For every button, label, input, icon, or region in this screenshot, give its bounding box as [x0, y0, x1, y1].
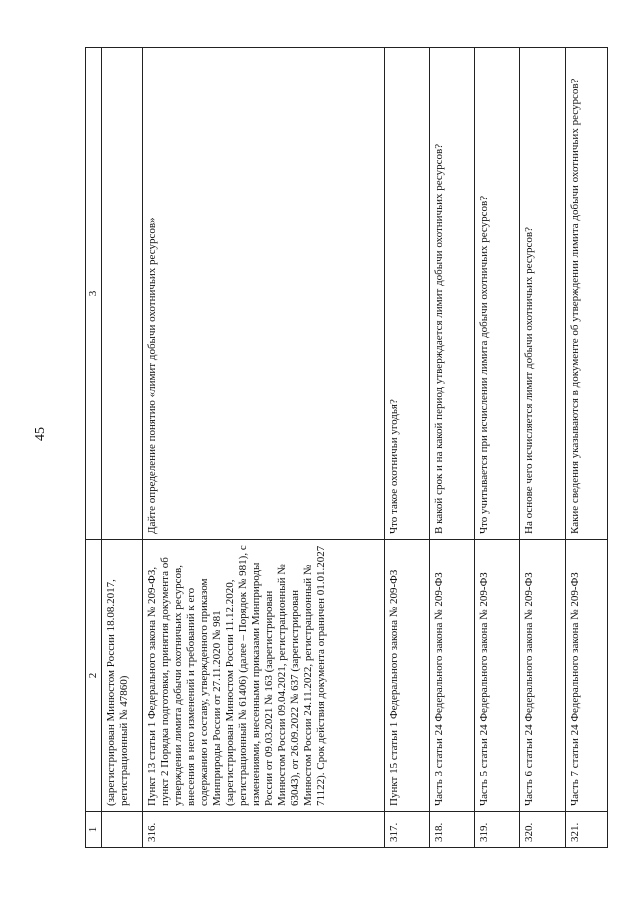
table-row — [520, 48, 565, 848]
column-header-1: 1 — [86, 812, 102, 848]
table-row — [429, 48, 474, 848]
row-source: Часть 5 статьи 24 Федерального закона № 209-ФЗ — [475, 540, 520, 812]
row-number: 316. — [143, 812, 384, 848]
row-question: Что учитывается при исчислении лимита добычи охотничьих ресурсов? — [475, 48, 520, 540]
column-header-3: 3 — [86, 48, 102, 540]
row-question: Что такое охотничьи угодья? — [384, 48, 429, 540]
row-source: Часть 6 статьи 24 Федерального закона № 209-ФЗ — [520, 540, 565, 812]
row-number: 317. — [384, 812, 429, 848]
row-question — [102, 48, 143, 540]
row-number: 320. — [520, 812, 565, 848]
row-number: 318. — [429, 812, 474, 848]
row-question: Какие сведения указываются в документе об утверждении лимита добычи охотничьих ресурсов? — [565, 48, 607, 540]
questions-table — [85, 47, 608, 848]
table-row — [143, 48, 384, 848]
row-source: Часть 7 статьи 24 Федерального закона № 209-ФЗ — [565, 540, 607, 812]
page-number: 45 — [33, 427, 48, 441]
rotated-table-wrapper — [85, 48, 608, 848]
row-number: 319. — [475, 812, 520, 848]
row-question: Дайте определение понятию «лимит добычи охотничьих ресурсов» — [143, 48, 384, 540]
table-row — [565, 48, 607, 848]
row-number — [102, 812, 143, 848]
table-row — [475, 48, 520, 848]
row-number: 321. — [565, 812, 607, 848]
row-source: Пункт 13 статьи 1 Федерального закона № 209-ФЗ, пункт 2 Порядка подготовки, принятия документа об утверждении лимита добычи охотничьих ресурсов, внесения в него изменений и требований к его содержанию и составу, утвержденного приказом Минприроды России от 27.11.2020 № 981 (зарегистрирован Минюстом России 11.12.2020, регистрационный № 61406) (далее – Порядок № 981), с изменениями, внесенными приказами Минприроды России от 09.03.2021 № 163 (зарегистрирован Минюстом России 09.04.2021, регистрационный № 63043), от 26.09.2022 № 637 (зарегистрирован Минюстом России 24.11.2022, регистрационный № 71122). Срок действия документа ограничен 01.01.2027 — [143, 540, 384, 812]
row-source: Пункт 15 статьи 1 Федерального закона № 209-ФЗ — [384, 540, 429, 812]
column-header-2: 2 — [86, 540, 102, 812]
row-question: В какой срок и на какой период утверждается лимит добычи охотничьих ресурсов? — [429, 48, 474, 540]
row-source: Часть 3 статьи 24 Федерального закона № 209-ФЗ — [429, 540, 474, 812]
table-row-continuation — [102, 48, 143, 848]
table-header-row — [86, 48, 102, 848]
table-row — [384, 48, 429, 848]
row-question: На основе чего исчисляется лимит добычи охотничьих ресурсов? — [520, 48, 565, 540]
row-source: (зарегистрирован Минюстом России 18.08.2017, регистрационный № 47860) — [102, 540, 143, 812]
